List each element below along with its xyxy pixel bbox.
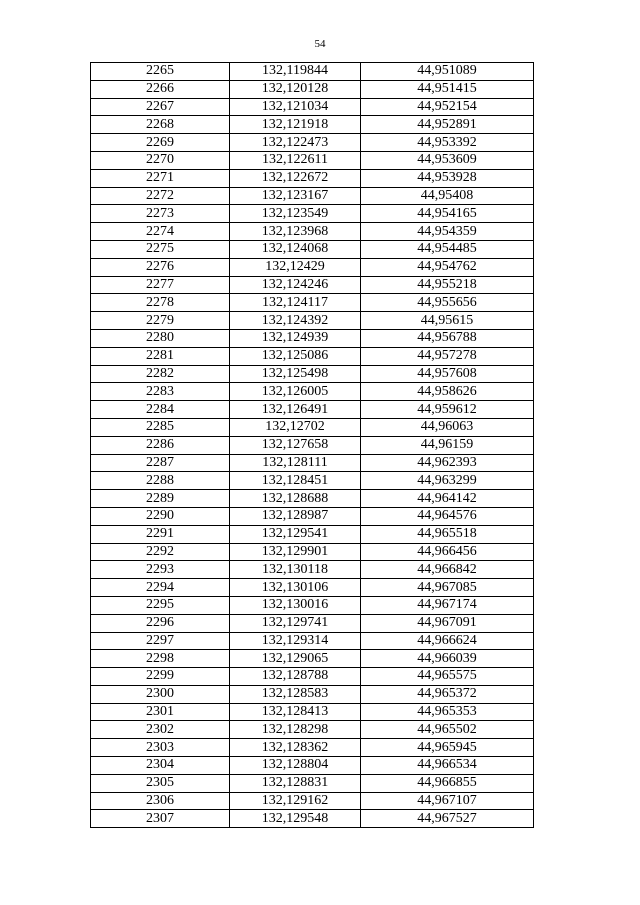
y-coordinate-cell: 44,962393 [361,454,534,472]
table-row [91,418,534,436]
y-coordinate-cell: 44,966842 [361,561,534,579]
x-coordinate-cell: 132,121918 [230,116,361,134]
table-row [91,507,534,525]
x-coordinate-cell: 132,124392 [230,312,361,330]
y-coordinate-cell: 44,958626 [361,383,534,401]
table-row [91,579,534,597]
table-row [91,151,534,169]
x-coordinate-cell: 132,121034 [230,98,361,116]
table-row [91,258,534,276]
table-row [91,739,534,757]
table-row [91,632,534,650]
point-number-cell: 2290 [91,507,230,525]
point-number-cell: 2297 [91,632,230,650]
table-row [91,792,534,810]
point-number-cell: 2302 [91,721,230,739]
point-number-cell: 2280 [91,329,230,347]
x-coordinate-cell: 132,124068 [230,240,361,258]
y-coordinate-cell: 44,964576 [361,507,534,525]
y-coordinate-cell: 44,963299 [361,472,534,490]
y-coordinate-cell: 44,959612 [361,401,534,419]
point-number-cell: 2296 [91,614,230,632]
y-coordinate-cell: 44,95615 [361,312,534,330]
table-row [91,757,534,775]
x-coordinate-cell: 132,129901 [230,543,361,561]
point-number-cell: 2284 [91,401,230,419]
table-row [91,614,534,632]
y-coordinate-cell: 44,953392 [361,134,534,152]
x-coordinate-cell: 132,129065 [230,650,361,668]
table-row [91,98,534,116]
point-number-cell: 2278 [91,294,230,312]
table-row [91,561,534,579]
y-coordinate-cell: 44,95408 [361,187,534,205]
y-coordinate-cell: 44,954485 [361,240,534,258]
table-row [91,668,534,686]
point-number-cell: 2307 [91,810,230,828]
x-coordinate-cell: 132,123968 [230,223,361,241]
y-coordinate-cell: 44,952891 [361,116,534,134]
y-coordinate-cell: 44,96159 [361,436,534,454]
y-coordinate-cell: 44,966039 [361,650,534,668]
x-coordinate-cell: 132,12429 [230,258,361,276]
x-coordinate-cell: 132,119844 [230,63,361,81]
table-row [91,294,534,312]
x-coordinate-cell: 132,125086 [230,347,361,365]
point-number-cell: 2299 [91,668,230,686]
point-number-cell: 2265 [91,63,230,81]
point-number-cell: 2289 [91,490,230,508]
table-row [91,472,534,490]
x-coordinate-cell: 132,128298 [230,721,361,739]
x-coordinate-cell: 132,130016 [230,596,361,614]
table-row [91,276,534,294]
point-number-cell: 2267 [91,98,230,116]
point-number-cell: 2293 [91,561,230,579]
y-coordinate-cell: 44,96063 [361,418,534,436]
y-coordinate-cell: 44,951089 [361,63,534,81]
table-row [91,63,534,81]
point-number-cell: 2295 [91,596,230,614]
table-row [91,401,534,419]
table-row [91,685,534,703]
y-coordinate-cell: 44,965502 [361,721,534,739]
point-number-cell: 2281 [91,347,230,365]
table-row [91,525,534,543]
y-coordinate-cell: 44,966456 [361,543,534,561]
x-coordinate-cell: 132,128451 [230,472,361,490]
point-number-cell: 2301 [91,703,230,721]
y-coordinate-cell: 44,966855 [361,774,534,792]
x-coordinate-cell: 132,128831 [230,774,361,792]
table-row [91,223,534,241]
x-coordinate-cell: 132,124939 [230,329,361,347]
table-row [91,383,534,401]
x-coordinate-cell: 132,123167 [230,187,361,205]
x-coordinate-cell: 132,124246 [230,276,361,294]
x-coordinate-cell: 132,122473 [230,134,361,152]
x-coordinate-cell: 132,129548 [230,810,361,828]
table-row [91,543,534,561]
table-row [91,187,534,205]
point-number-cell: 2286 [91,436,230,454]
x-coordinate-cell: 132,129162 [230,792,361,810]
point-number-cell: 2287 [91,454,230,472]
table-row [91,134,534,152]
page-number: 54 [314,38,326,50]
x-coordinate-cell: 132,128804 [230,757,361,775]
y-coordinate-cell: 44,967174 [361,596,534,614]
table-row [91,596,534,614]
point-number-cell: 2274 [91,223,230,241]
table-row [91,116,534,134]
point-number-cell: 2275 [91,240,230,258]
x-coordinate-cell: 132,128362 [230,739,361,757]
point-number-cell: 2282 [91,365,230,383]
y-coordinate-cell: 44,954359 [361,223,534,241]
table-row [91,703,534,721]
x-coordinate-cell: 132,128788 [230,668,361,686]
y-coordinate-cell: 44,954762 [361,258,534,276]
y-coordinate-cell: 44,952154 [361,98,534,116]
y-coordinate-cell: 44,955656 [361,294,534,312]
point-number-cell: 2285 [91,418,230,436]
point-number-cell: 2283 [91,383,230,401]
y-coordinate-cell: 44,966624 [361,632,534,650]
x-coordinate-cell: 132,128413 [230,703,361,721]
point-number-cell: 2292 [91,543,230,561]
table-row [91,774,534,792]
x-coordinate-cell: 132,128583 [230,685,361,703]
x-coordinate-cell: 132,127658 [230,436,361,454]
table-row [91,80,534,98]
point-number-cell: 2300 [91,685,230,703]
y-coordinate-cell: 44,955218 [361,276,534,294]
coordinates-table-body [91,63,534,828]
x-coordinate-cell: 132,122611 [230,151,361,169]
table-row [91,312,534,330]
y-coordinate-cell: 44,967091 [361,614,534,632]
point-number-cell: 2271 [91,169,230,187]
table-row [91,169,534,187]
point-number-cell: 2266 [91,80,230,98]
point-number-cell: 2279 [91,312,230,330]
y-coordinate-cell: 44,951415 [361,80,534,98]
x-coordinate-cell: 132,122672 [230,169,361,187]
x-coordinate-cell: 132,125498 [230,365,361,383]
x-coordinate-cell: 132,129314 [230,632,361,650]
x-coordinate-cell: 132,126005 [230,383,361,401]
table-row [91,205,534,223]
table-row [91,810,534,828]
y-coordinate-cell: 44,957608 [361,365,534,383]
point-number-cell: 2270 [91,151,230,169]
x-coordinate-cell: 132,128688 [230,490,361,508]
point-number-cell: 2298 [91,650,230,668]
y-coordinate-cell: 44,953928 [361,169,534,187]
point-number-cell: 2276 [91,258,230,276]
point-number-cell: 2303 [91,739,230,757]
table-row [91,721,534,739]
y-coordinate-cell: 44,965945 [361,739,534,757]
point-number-cell: 2306 [91,792,230,810]
table-row [91,490,534,508]
point-number-cell: 2288 [91,472,230,490]
x-coordinate-cell: 132,130118 [230,561,361,579]
y-coordinate-cell: 44,965372 [361,685,534,703]
table-row [91,454,534,472]
point-number-cell: 2304 [91,757,230,775]
x-coordinate-cell: 132,124117 [230,294,361,312]
x-coordinate-cell: 132,130106 [230,579,361,597]
point-number-cell: 2273 [91,205,230,223]
x-coordinate-cell: 132,128987 [230,507,361,525]
table-row [91,240,534,258]
y-coordinate-cell: 44,965518 [361,525,534,543]
point-number-cell: 2305 [91,774,230,792]
y-coordinate-cell: 44,965353 [361,703,534,721]
point-number-cell: 2291 [91,525,230,543]
y-coordinate-cell: 44,964142 [361,490,534,508]
x-coordinate-cell: 132,129541 [230,525,361,543]
y-coordinate-cell: 44,967527 [361,810,534,828]
y-coordinate-cell: 44,967085 [361,579,534,597]
table-row [91,436,534,454]
y-coordinate-cell: 44,956788 [361,329,534,347]
y-coordinate-cell: 44,967107 [361,792,534,810]
coordinates-table [90,62,534,828]
table-row [91,650,534,668]
point-number-cell: 2294 [91,579,230,597]
point-number-cell: 2272 [91,187,230,205]
x-coordinate-cell: 132,120128 [230,80,361,98]
x-coordinate-cell: 132,128111 [230,454,361,472]
x-coordinate-cell: 132,129741 [230,614,361,632]
y-coordinate-cell: 44,957278 [361,347,534,365]
table-row [91,365,534,383]
table-row [91,347,534,365]
y-coordinate-cell: 44,965575 [361,668,534,686]
table-row [91,329,534,347]
y-coordinate-cell: 44,966534 [361,757,534,775]
x-coordinate-cell: 132,12702 [230,418,361,436]
point-number-cell: 2269 [91,134,230,152]
point-number-cell: 2268 [91,116,230,134]
point-number-cell: 2277 [91,276,230,294]
y-coordinate-cell: 44,954165 [361,205,534,223]
x-coordinate-cell: 132,123549 [230,205,361,223]
x-coordinate-cell: 132,126491 [230,401,361,419]
y-coordinate-cell: 44,953609 [361,151,534,169]
